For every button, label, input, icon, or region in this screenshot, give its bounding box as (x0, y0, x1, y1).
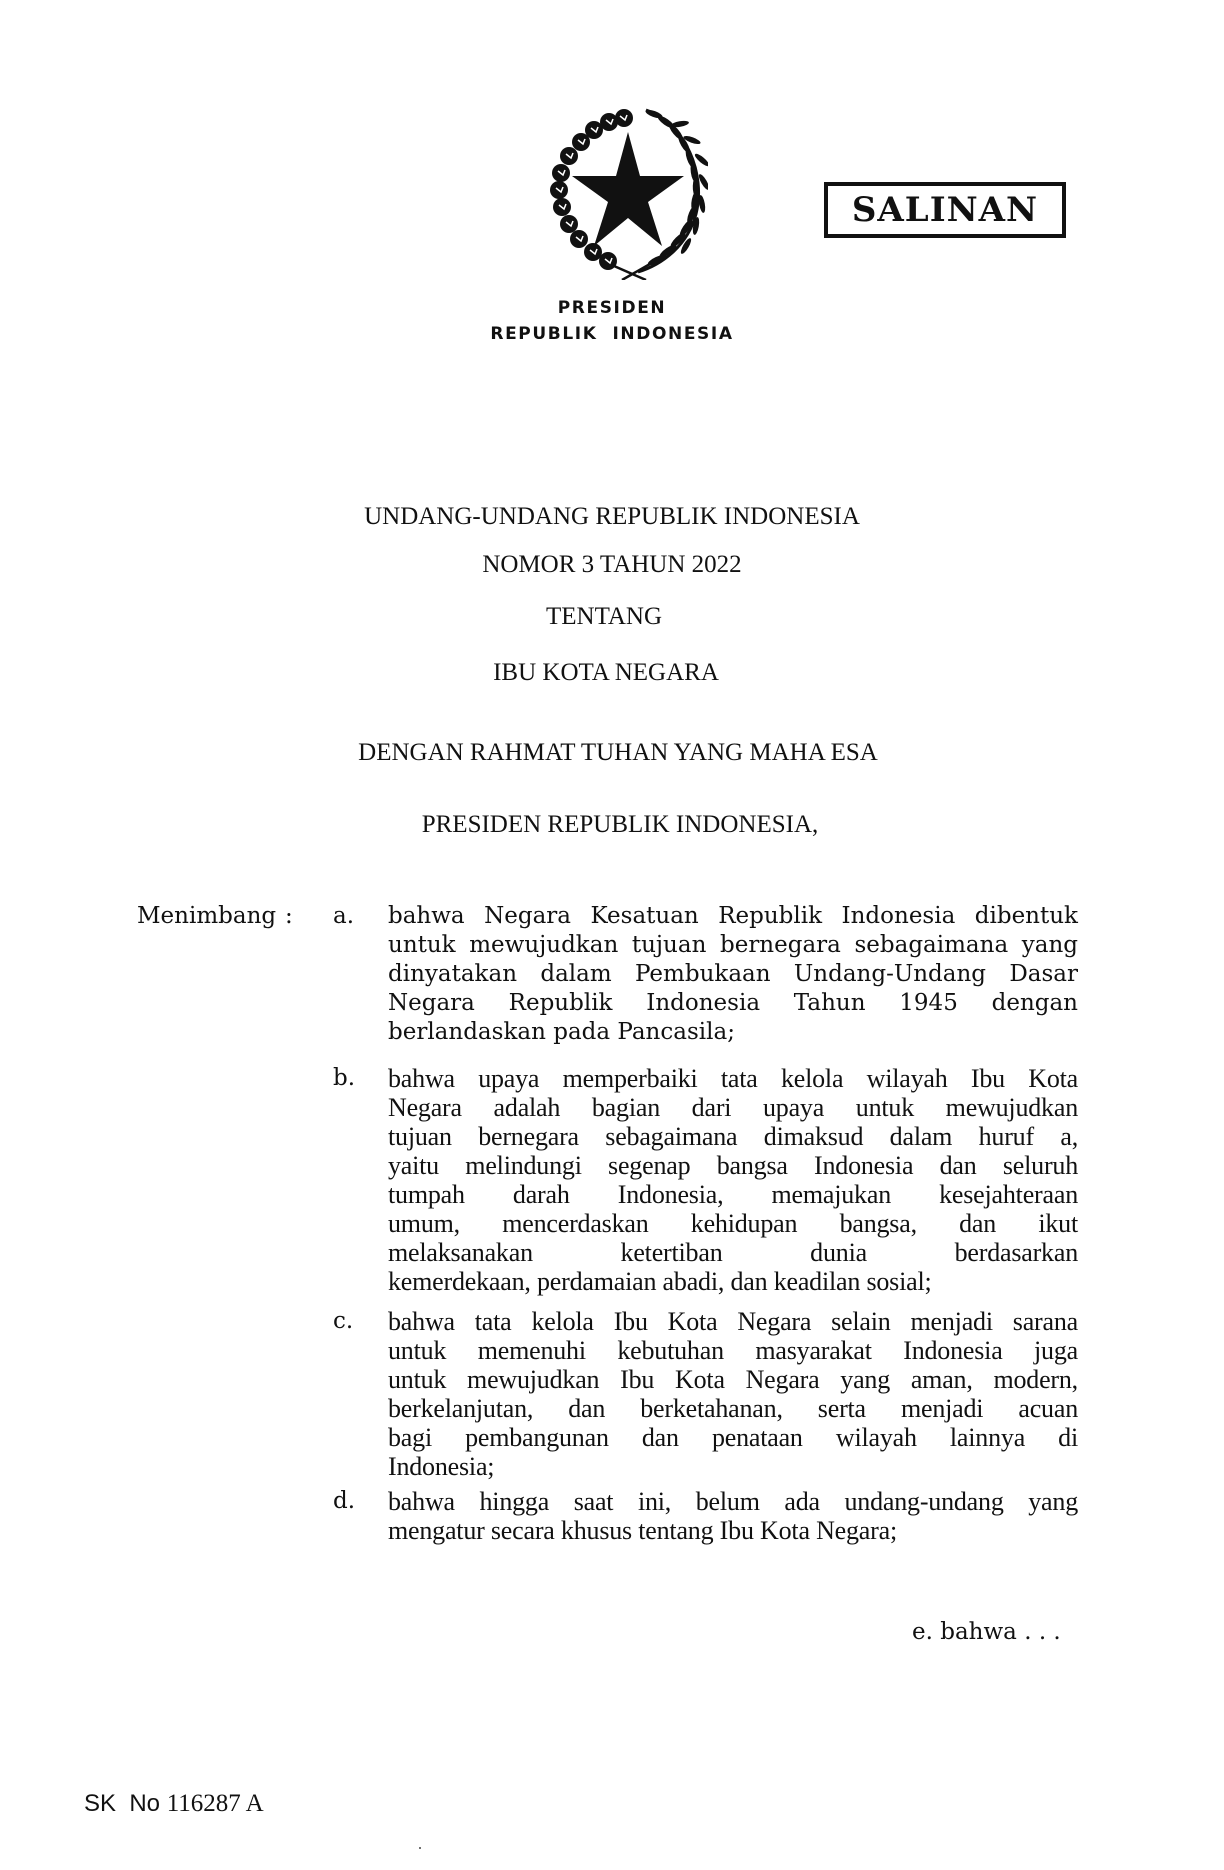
sk-number (84, 1790, 264, 1818)
text-line: untuk mewujudkan tujuan bernegara sebagaimana yang (388, 932, 1078, 958)
preamble-heading: DENGAN RAHMAT TUHAN YANG MAHA ESA (358, 739, 878, 766)
scan-speck (419, 1847, 421, 1849)
issuer-heading: PRESIDEN REPUBLIK INDONESIA, (421, 811, 819, 838)
text-line: bahwa hingga saat ini, belum ada undang-undang yang (388, 1487, 1078, 1516)
sk-value: 116287 A (166, 1790, 264, 1817)
text-line: melaksanakan ketertiban dunia berdasarkan (388, 1238, 1078, 1267)
salinan-stamp (824, 182, 1066, 238)
text-line: bagi pembangunan dan penataan wilayah lainnya di (388, 1423, 1078, 1452)
text-line: umum, mencerdaskan kehidupan bangsa, dan ikut (388, 1209, 1078, 1238)
consideration-label-a: a. (333, 903, 355, 929)
text-line: berlandaskan pada Pancasila; (388, 1019, 735, 1045)
institution-line-2: REPUBLIK INDONESIA (490, 324, 734, 344)
text-line: untuk memenuhi kebutuhan masyarakat Indonesia juga (388, 1336, 1078, 1365)
text-line: kemerdekaan, perdamaian abadi, dan keadilan sosial; (388, 1267, 932, 1296)
text-line: mengatur secara khusus tentang Ibu Kota Negara; (388, 1516, 897, 1545)
text-line: dinyatakan dalam Pembukaan Undang-Undang Dasar (388, 961, 1078, 987)
text-line: bahwa tata kelola Ibu Kota Negara selain menjadi sarana (388, 1307, 1078, 1336)
about-heading: TENTANG (545, 603, 663, 630)
consideration-item-d (388, 1487, 1078, 1545)
considerations-separator: : (285, 903, 293, 929)
text-line: berkelanjutan, dan berketahanan, serta menjadi acuan (388, 1394, 1078, 1423)
sk-prefix: SK No (84, 1790, 161, 1817)
considerations-heading: Menimbang (137, 903, 277, 929)
text-line: Indonesia; (388, 1452, 495, 1481)
consideration-item-a (388, 902, 1078, 1047)
text-line: tujuan bernegara sebagaimana dimaksud dalam huruf a, (388, 1122, 1078, 1151)
continuation-marker: e. bahwa . . . (912, 1619, 1061, 1645)
stamp-label: SALINAN (851, 190, 1039, 230)
consideration-label-c: c. (333, 1308, 354, 1334)
consideration-item-b (388, 1064, 1078, 1296)
text-line: Negara Republik Indonesia Tahun 1945 dengan (388, 990, 1078, 1016)
subject-heading: IBU KOTA NEGARA (493, 659, 719, 686)
institution-line-1: PRESIDEN (557, 298, 667, 318)
text-line: bahwa upaya memperbaiki tata kelola wilayah Ibu Kota (388, 1064, 1078, 1093)
consideration-label-b: b. (333, 1065, 356, 1091)
consideration-item-c (388, 1307, 1078, 1481)
text-line: untuk mewujudkan Ibu Kota Negara yang aman, modern, (388, 1365, 1078, 1394)
law-number-heading: NOMOR 3 TAHUN 2022 (482, 551, 742, 578)
consideration-label-d: d. (333, 1488, 356, 1514)
text-line: tumpah darah Indonesia, memajukan kesejahteraan (388, 1180, 1078, 1209)
text-line: Negara adalah bagian dari upaya untuk mewujudkan (388, 1093, 1078, 1122)
presidential-seal-icon (546, 104, 708, 280)
text-line: bahwa Negara Kesatuan Republik Indonesia dibentuk (388, 903, 1078, 929)
text-line: yaitu melindungi segenap bangsa Indonesia dan seluruh (388, 1151, 1078, 1180)
law-type-heading: UNDANG-UNDANG REPUBLIK INDONESIA (364, 503, 860, 530)
